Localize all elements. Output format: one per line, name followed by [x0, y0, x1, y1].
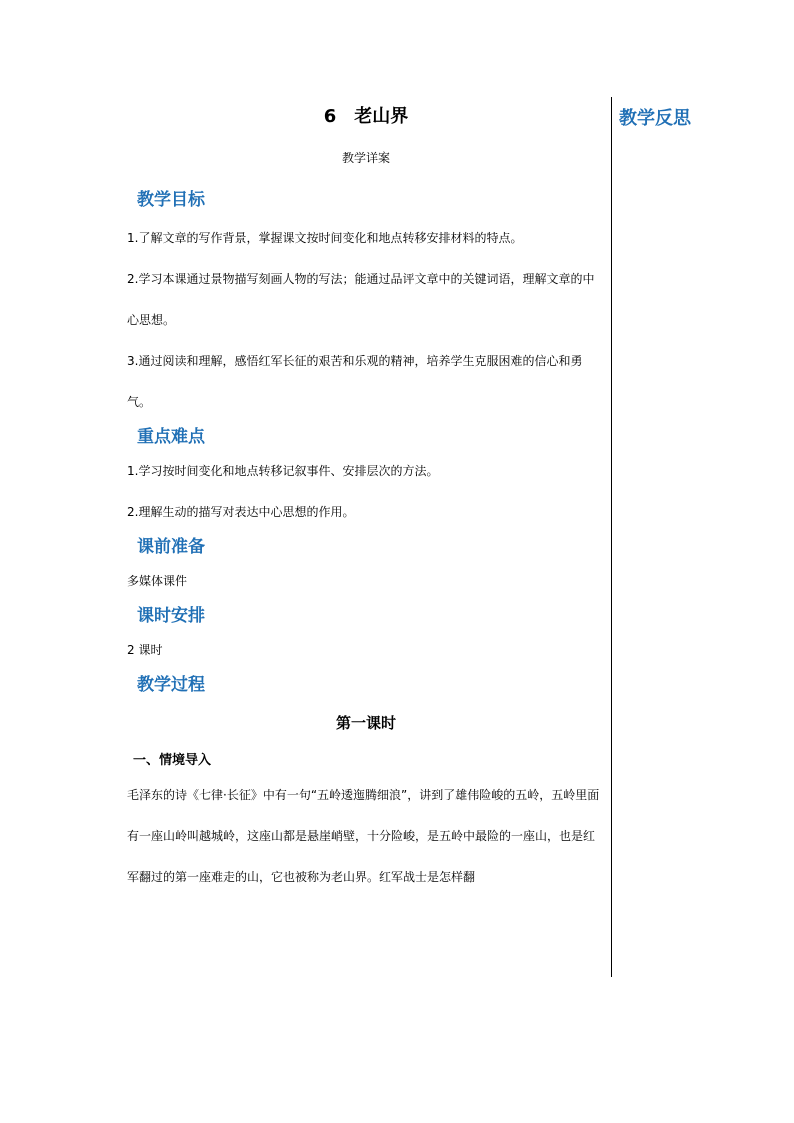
section-heading-process: 教学过程: [137, 675, 205, 695]
prep-text: 多媒体课件: [127, 574, 188, 588]
column-divider: [611, 97, 612, 977]
step-heading: 一、情境导入: [133, 753, 212, 768]
lesson-plan-body: [127, 104, 605, 898]
section-heading-keypoints: 重点难点: [137, 427, 205, 447]
reflection-heading: 教学反思: [619, 108, 691, 129]
goal-item: 1.了解文章的写作背景，掌握课文按时间变化和地点转移安排材料的特点。: [127, 231, 523, 245]
section-heading-goals: 教学目标: [137, 190, 205, 210]
section-heading-prep: 课前准备: [137, 537, 205, 557]
keypoint-item: 2.理解生动的描写对表达中心思想的作用。: [127, 505, 355, 519]
section-heading-schedule: 课时安排: [137, 606, 205, 626]
goal-item: 2.学习本课通过景物描写刻画人物的写法；能通过品评文章中的关键词语，理解文章的中心思想。: [127, 272, 595, 327]
goal-item: 3.通过阅读和理解，感悟红军长征的艰苦和乐观的精神，培养学生克服困难的信心和勇气。: [127, 354, 583, 409]
intro-paragraph: 毛泽东的诗《七律·长征》中有一句“五岭逶迤腾细浪”，讲到了雄伟险峻的五岭，五岭里面有一座山岭叫越城岭，这座山都是悬崖峭壁，十分险峻，是五岭中最险的一座山，也是红军翻过的第一座难走的山，它也被称为老山界。红军战士是怎样翻: [127, 788, 600, 884]
page-subtitle: 教学详案: [341, 151, 390, 165]
schedule-text: 2 课时: [127, 643, 163, 657]
keypoint-item: 1.学习按时间变化和地点转移记叙事件、安排层次的方法。: [127, 464, 439, 478]
page-title: 6 老山界: [323, 106, 409, 127]
lesson-title: 第一课时: [335, 714, 396, 732]
